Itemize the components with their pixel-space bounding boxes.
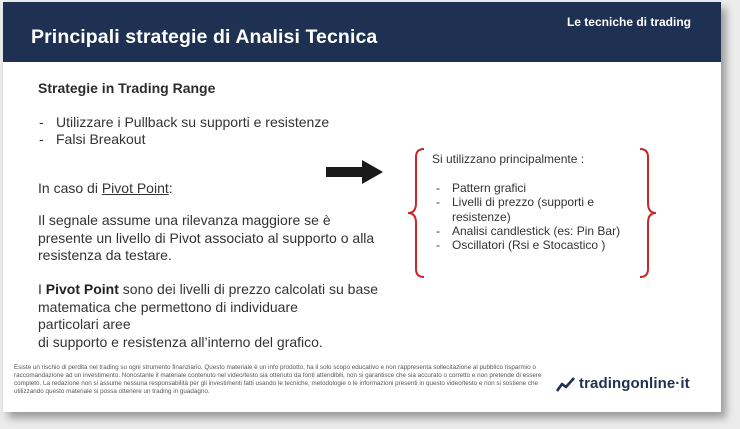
strategy-list	[39, 114, 329, 147]
pivot-point-bold: Pivot Point	[45, 281, 119, 297]
trend-line-icon	[556, 376, 576, 392]
pivot-point-link[interactable]: Pivot Point	[101, 180, 169, 196]
list-item: - Pattern grafici	[436, 181, 646, 195]
definition-prefix: I	[38, 281, 46, 297]
list-item: - Utilizzare i Pullback su supporti e resistenze	[39, 114, 329, 131]
list-item: - Livelli di prezzo (supporti e resistenze)	[436, 195, 646, 224]
pivot-definition	[38, 281, 388, 351]
list-item: - Oscillatori (Rsi e Stocastico )	[436, 238, 646, 252]
tools-list	[436, 181, 646, 252]
right-curly-brace-icon	[637, 147, 657, 279]
definition-line1: sono dei livelli di prezzo calcolati su base matematica che permettono di individuare	[38, 281, 379, 315]
pivot-prefix: In caso di	[38, 180, 102, 196]
pivot-suffix: :	[168, 180, 173, 196]
section-tag: Le tecniche di trading	[566, 15, 691, 29]
section-heading: Strategie in Trading Range	[38, 80, 216, 96]
left-curly-brace-icon	[407, 147, 427, 279]
pivot-paragraph: Il segnale assume una rilevanza maggiore se è presente un livello di Pivot associato al supporto o alla resistenza da testare.	[38, 212, 375, 263]
list-item: - Falsi Breakout	[39, 131, 329, 148]
tools-heading: Si utilizzano principalmente :	[432, 152, 585, 166]
logo-text: tradingonline·it	[579, 375, 690, 392]
right-arrow-icon	[326, 158, 384, 186]
slide	[3, 2, 721, 412]
slide-title: Principali strategie di Analisi Tecnica	[31, 26, 378, 48]
list-item: - Analisi candlestick (es: Pin Bar)	[436, 224, 646, 238]
pivot-intro	[38, 180, 173, 196]
header-bar	[3, 2, 721, 62]
tradingonline-logo[interactable]	[556, 375, 690, 392]
definition-line2: particolari aree	[38, 316, 131, 332]
definition-line3: di supporto e resistenza all’interno del grafico.	[38, 333, 323, 350]
risk-disclaimer: Esiste un rischio di perdita nel trading su ogni strumento finanziario. Questo materiale è un info prodotto, ha il solo scopo educativo e non rappresenta sollecitazione al pubblico risparmio o raccomandazione ad un investimento. Nonostante il materiale contenuto nel video/testo sia ottenuto da fonti attendibili, non si garantisce che sia accurato o corretto e non pretende di essere completo. La redazione non si assume nessuna responsabilità per gli investimenti fatti usando le tecniche, metodologie o le informazioni presenti in questo video/testo e non si sostiene che utilizzando questo materiale si possa ottenere un trading in guadagno.	[14, 364, 542, 395]
